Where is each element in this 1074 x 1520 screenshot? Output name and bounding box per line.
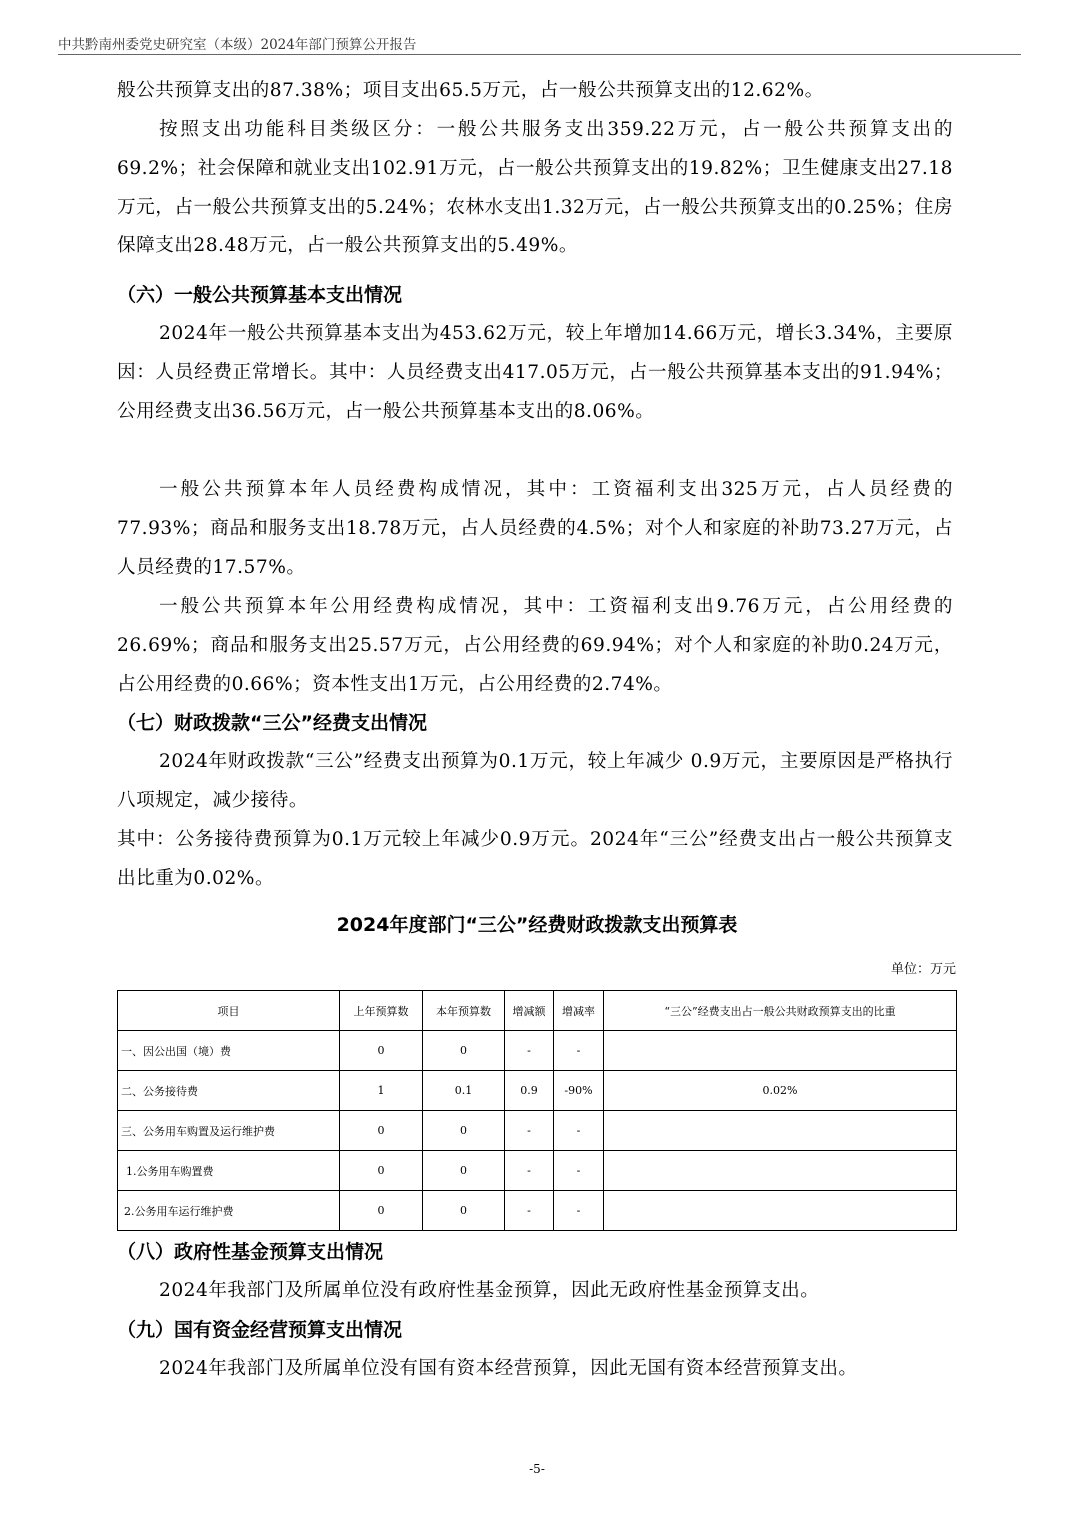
paragraph-personnel-costs: 一般公共预算本年人员经费构成情况，其中：工资福利支出325万元，占人员经费的77.93%；商品和服务支出18.78万元，占人员经费的4.5%；对个人和家庭的补助73.27万元，占人员经费的17.57%。 xyxy=(117,479,953,578)
paragraph-continued: 般公共预算支出的87.38%；项目支出65.5万元，占一般公共预算支出的12.62%。 xyxy=(117,80,824,101)
paragraph-basic-expenditure: 2024年一般公共预算基本支出为453.62万元，较上年增加14.66万元，增长3.34%，主要原因：人员经费正常增长。其中：人员经费支出417.05万元，占一般公共预算基本支出的91.94%；公用经费支出36.56万元，占一般公共预算基本支出的8.06%。 xyxy=(117,323,953,422)
table-row xyxy=(118,1031,957,1071)
header-divider xyxy=(58,54,1021,55)
document-header-title: 中共黔南州委党史研究室（本级）2024年部门预算公开报告 xyxy=(58,37,417,53)
table-cell: 0.1 xyxy=(423,1071,505,1111)
table-cell: 0 xyxy=(340,1031,423,1071)
table-unit: 单位：万元 xyxy=(890,962,956,977)
column-header: 增减率 xyxy=(554,991,604,1031)
table-cell: 0 xyxy=(340,1151,423,1191)
table-title: 2024年度部门“三公”经费财政拨款支出预算表 xyxy=(336,914,738,936)
table-cell: 0 xyxy=(423,1031,505,1071)
paragraph-public-costs: 一般公共预算本年公用经费构成情况，其中：工资福利支出9.76万元，占公用经费的26.69%；商品和服务支出25.57万元，占公用经费的69.94%；对个人和家庭的补助0.24万元，占公用经费的0.66%；资本性支出1万元，占公用经费的2.74%。 xyxy=(117,596,953,695)
column-header: 本年预算数 xyxy=(423,991,505,1031)
paragraph-state-capital: 2024年我部门及所属单位没有国有资本经营预算，因此无国有资本经营预算支出。 xyxy=(159,1358,858,1379)
table-cell: 0.02% xyxy=(604,1071,957,1111)
column-header: 上年预算数 xyxy=(340,991,423,1031)
table-cell: - xyxy=(554,1111,604,1151)
table-cell: -90% xyxy=(554,1071,604,1111)
table-cell: - xyxy=(554,1191,604,1231)
table-cell: 一、因公出国（境）费 xyxy=(118,1031,340,1071)
column-header: “三公”经费支出占一般公共财政预算支出的比重 xyxy=(604,991,957,1031)
table-row xyxy=(118,1151,957,1191)
three-public-budget-table xyxy=(117,990,957,1231)
section-heading-7: （七）财政拨款“三公”经费支出情况 xyxy=(117,712,427,734)
table-cell: 0 xyxy=(423,1151,505,1191)
table-cell: 1 xyxy=(340,1071,423,1111)
table-row xyxy=(118,1191,957,1231)
table-cell: 0 xyxy=(423,1191,505,1231)
paragraph-three-public-budget: 2024年财政拨款“三公”经费支出预算为0.1万元，较上年减少 0.9万元，主要原因是严格执行八项规定，减少接待。 xyxy=(117,751,953,811)
table-cell: 0.9 xyxy=(505,1071,554,1111)
table-cell xyxy=(604,1111,957,1151)
table-row xyxy=(118,1111,957,1151)
page-number: -5- xyxy=(529,1462,545,1476)
table-cell: 0 xyxy=(340,1191,423,1231)
table-row xyxy=(118,1071,957,1111)
table-cell xyxy=(604,1031,957,1071)
paragraph-government-fund: 2024年我部门及所属单位没有政府性基金预算，因此无政府性基金预算支出。 xyxy=(159,1280,820,1301)
table-cell: - xyxy=(554,1031,604,1071)
table-cell: 1.公务用车购置费 xyxy=(118,1151,340,1191)
table-cell: - xyxy=(505,1191,554,1231)
table-cell: 0 xyxy=(340,1111,423,1151)
section-heading-9: （九）国有资金经营预算支出情况 xyxy=(117,1319,403,1341)
paragraph-reception-budget: 其中：公务接待费预算为0.1万元较上年减少0.9万元。2024年“三公”经费支出占一般公共预算支出比重为0.02%。 xyxy=(117,829,953,889)
section-heading-6: （六）一般公共预算基本支出情况 xyxy=(117,284,403,306)
table-cell: - xyxy=(554,1151,604,1191)
table-cell xyxy=(604,1151,957,1191)
table-cell: 2.公务用车运行维护费 xyxy=(118,1191,340,1231)
table-cell: 二、公务接待费 xyxy=(118,1071,340,1111)
table-cell: - xyxy=(505,1031,554,1071)
table-header-row xyxy=(118,991,957,1031)
table-cell: - xyxy=(505,1111,554,1151)
table-cell: 三、公务用车购置及运行维护费 xyxy=(118,1111,340,1151)
column-header: 项目 xyxy=(118,991,340,1031)
table-cell: - xyxy=(505,1151,554,1191)
paragraph-function-classification: 按照支出功能科目类级区分：一般公共服务支出359.22万元，占一般公共预算支出的69.2%；社会保障和就业支出102.91万元，占一般公共预算支出的19.82%；卫生健康支出27.18万元，占一般公共预算支出的5.24%；农林水支出1.32万元，占一般公共预算支出的0.25%；住房保障支出28.48万元，占一般公共预算支出的5.49%。 xyxy=(117,119,953,257)
table-cell: 0 xyxy=(423,1111,505,1151)
table-cell xyxy=(604,1191,957,1231)
section-heading-8: （八）政府性基金预算支出情况 xyxy=(117,1241,384,1263)
column-header: 增减额 xyxy=(505,991,554,1031)
